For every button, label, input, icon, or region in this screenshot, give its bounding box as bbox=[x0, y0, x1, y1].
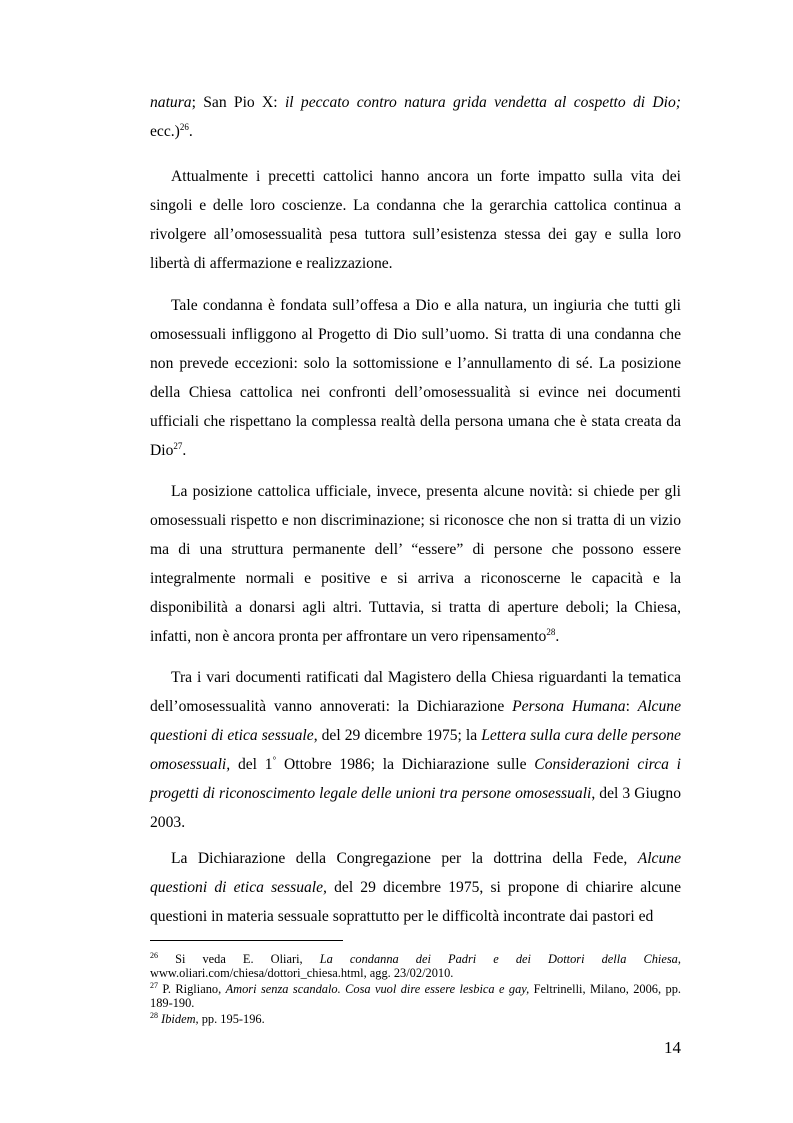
footnote bbox=[150, 1012, 681, 1026]
text-run: Tra i vari documenti ratificati dal Magistero della Chiesa riguardanti la tematica dell’omosessualità vanno annoverati: la Dichiarazione bbox=[150, 669, 681, 715]
text-run: La posizione cattolica ufficiale, invece, presenta alcune novità: si chiede per gli omosessuali rispetto e non discriminazione; si riconosce che non si tratta di un vizio ma di una struttura permanente dell’ “essere” di persone che possono essere integralmente normali e positive e si arriva a riconoscerne le capacità e la disponibilità a donarsi agli altri. Tuttavia, si tratta di aperture deboli; la Chiesa, infatti, non è ancora pronta per affrontare un vero ripensamento bbox=[150, 483, 681, 645]
text-run: Ottobre 1986; la Dichiarazione sulle bbox=[276, 756, 535, 773]
paragraph bbox=[150, 162, 681, 278]
text-run: , www.oliari.com/chiesa/dottori_chiesa.html, agg. 23/02/2010. bbox=[150, 952, 681, 980]
text-run: . bbox=[182, 442, 187, 459]
text-run: del 29 dicembre 1975, si propone di chiarire alcune questioni in materia sessuale soprattutto per le difficoltà incontrate dai pastori ed bbox=[150, 879, 681, 925]
text-run: pp. 195-196. bbox=[198, 1012, 265, 1026]
footnote-reference: 26 bbox=[179, 122, 189, 132]
paragraph-continuation bbox=[150, 88, 681, 146]
text-run: Feltrinelli, Milano, 2006, pp. 189-190. bbox=[150, 982, 681, 1010]
text-run: La Dichiarazione della Congregazione per la dottrina della Fede, bbox=[171, 850, 638, 867]
italic-text: Considerazioni circa i progetti di riconoscimento legale delle unioni tra persone omosessuali bbox=[150, 756, 681, 802]
italic-text: Persona Humana bbox=[512, 698, 626, 715]
paragraph bbox=[150, 291, 681, 465]
text-run: . bbox=[555, 628, 560, 645]
italic-text: La condanna dei Padri e dei Dottori della Chiesa bbox=[319, 952, 678, 966]
italic-text: il peccato contro natura grida vendetta al cospetto di Dio; bbox=[284, 94, 681, 111]
italic-text: Alcune questioni di etica sessuale, bbox=[150, 850, 681, 896]
italic-text: natura bbox=[150, 94, 192, 111]
footnote bbox=[150, 952, 681, 980]
footnote-reference: 28 bbox=[546, 627, 556, 637]
footnote-reference: 28 bbox=[150, 1011, 158, 1020]
paragraph bbox=[150, 477, 681, 651]
text-run: ecc.) bbox=[150, 123, 180, 140]
text-run: , del 29 dicembre 1975; la bbox=[313, 727, 482, 744]
footnote-reference: 26 bbox=[150, 951, 158, 960]
footnote-reference: 27 bbox=[173, 441, 183, 451]
footnote-reference: ° bbox=[272, 755, 277, 765]
italic-text: Lettera sulla cura delle persone omosessuali, bbox=[150, 727, 681, 773]
italic-text: Alcune questioni di etica sessuale bbox=[150, 698, 681, 744]
paragraph bbox=[150, 844, 681, 931]
italic-text: Ibidem, bbox=[161, 1012, 199, 1026]
text-run: ; San Pio X: bbox=[191, 94, 285, 111]
text-run: Attualmente i precetti cattolici hanno ancora un forte impatto sulla vita dei singoli e delle loro coscienze. La condanna che la gerarchia cattolica continua a rivolgere all’omosessualità pesa tuttora sull’esistenza stessa dei gay e sulla loro libertà di affermazione e realizzazione. bbox=[150, 168, 681, 272]
text-run: : bbox=[625, 698, 638, 715]
text-run: , del 3 Giugno 2003. bbox=[150, 785, 681, 831]
footnote-reference: 27 bbox=[150, 981, 158, 990]
paragraph bbox=[150, 663, 681, 837]
text-run: Tale condanna è fondata sull’offesa a Dio e alla natura, un ingiuria che tutti gli omosessuali infliggono al Progetto di Dio sull’uomo. Si tratta di una condanna che non prevede eccezioni: solo la sottomissione e l’annullamento di sé. La posizione della Chiesa cattolica nei confronti dell’omosessualità si evince nei documenti ufficiali che rispettano la complessa realtà della persona umana che è stata creata da Dio bbox=[150, 297, 681, 459]
text-run: del 1 bbox=[230, 756, 273, 773]
page-number: 14 bbox=[664, 1038, 681, 1057]
text-run: P. Rigliano, bbox=[158, 982, 226, 996]
italic-text: Amori senza scandalo. Cosa vuol dire essere lesbica e gay, bbox=[225, 982, 530, 996]
text-run: Si veda E. Oliari, bbox=[158, 952, 320, 966]
footnote bbox=[150, 982, 681, 1010]
footnote-separator bbox=[150, 940, 343, 941]
text-run: . bbox=[188, 123, 193, 140]
